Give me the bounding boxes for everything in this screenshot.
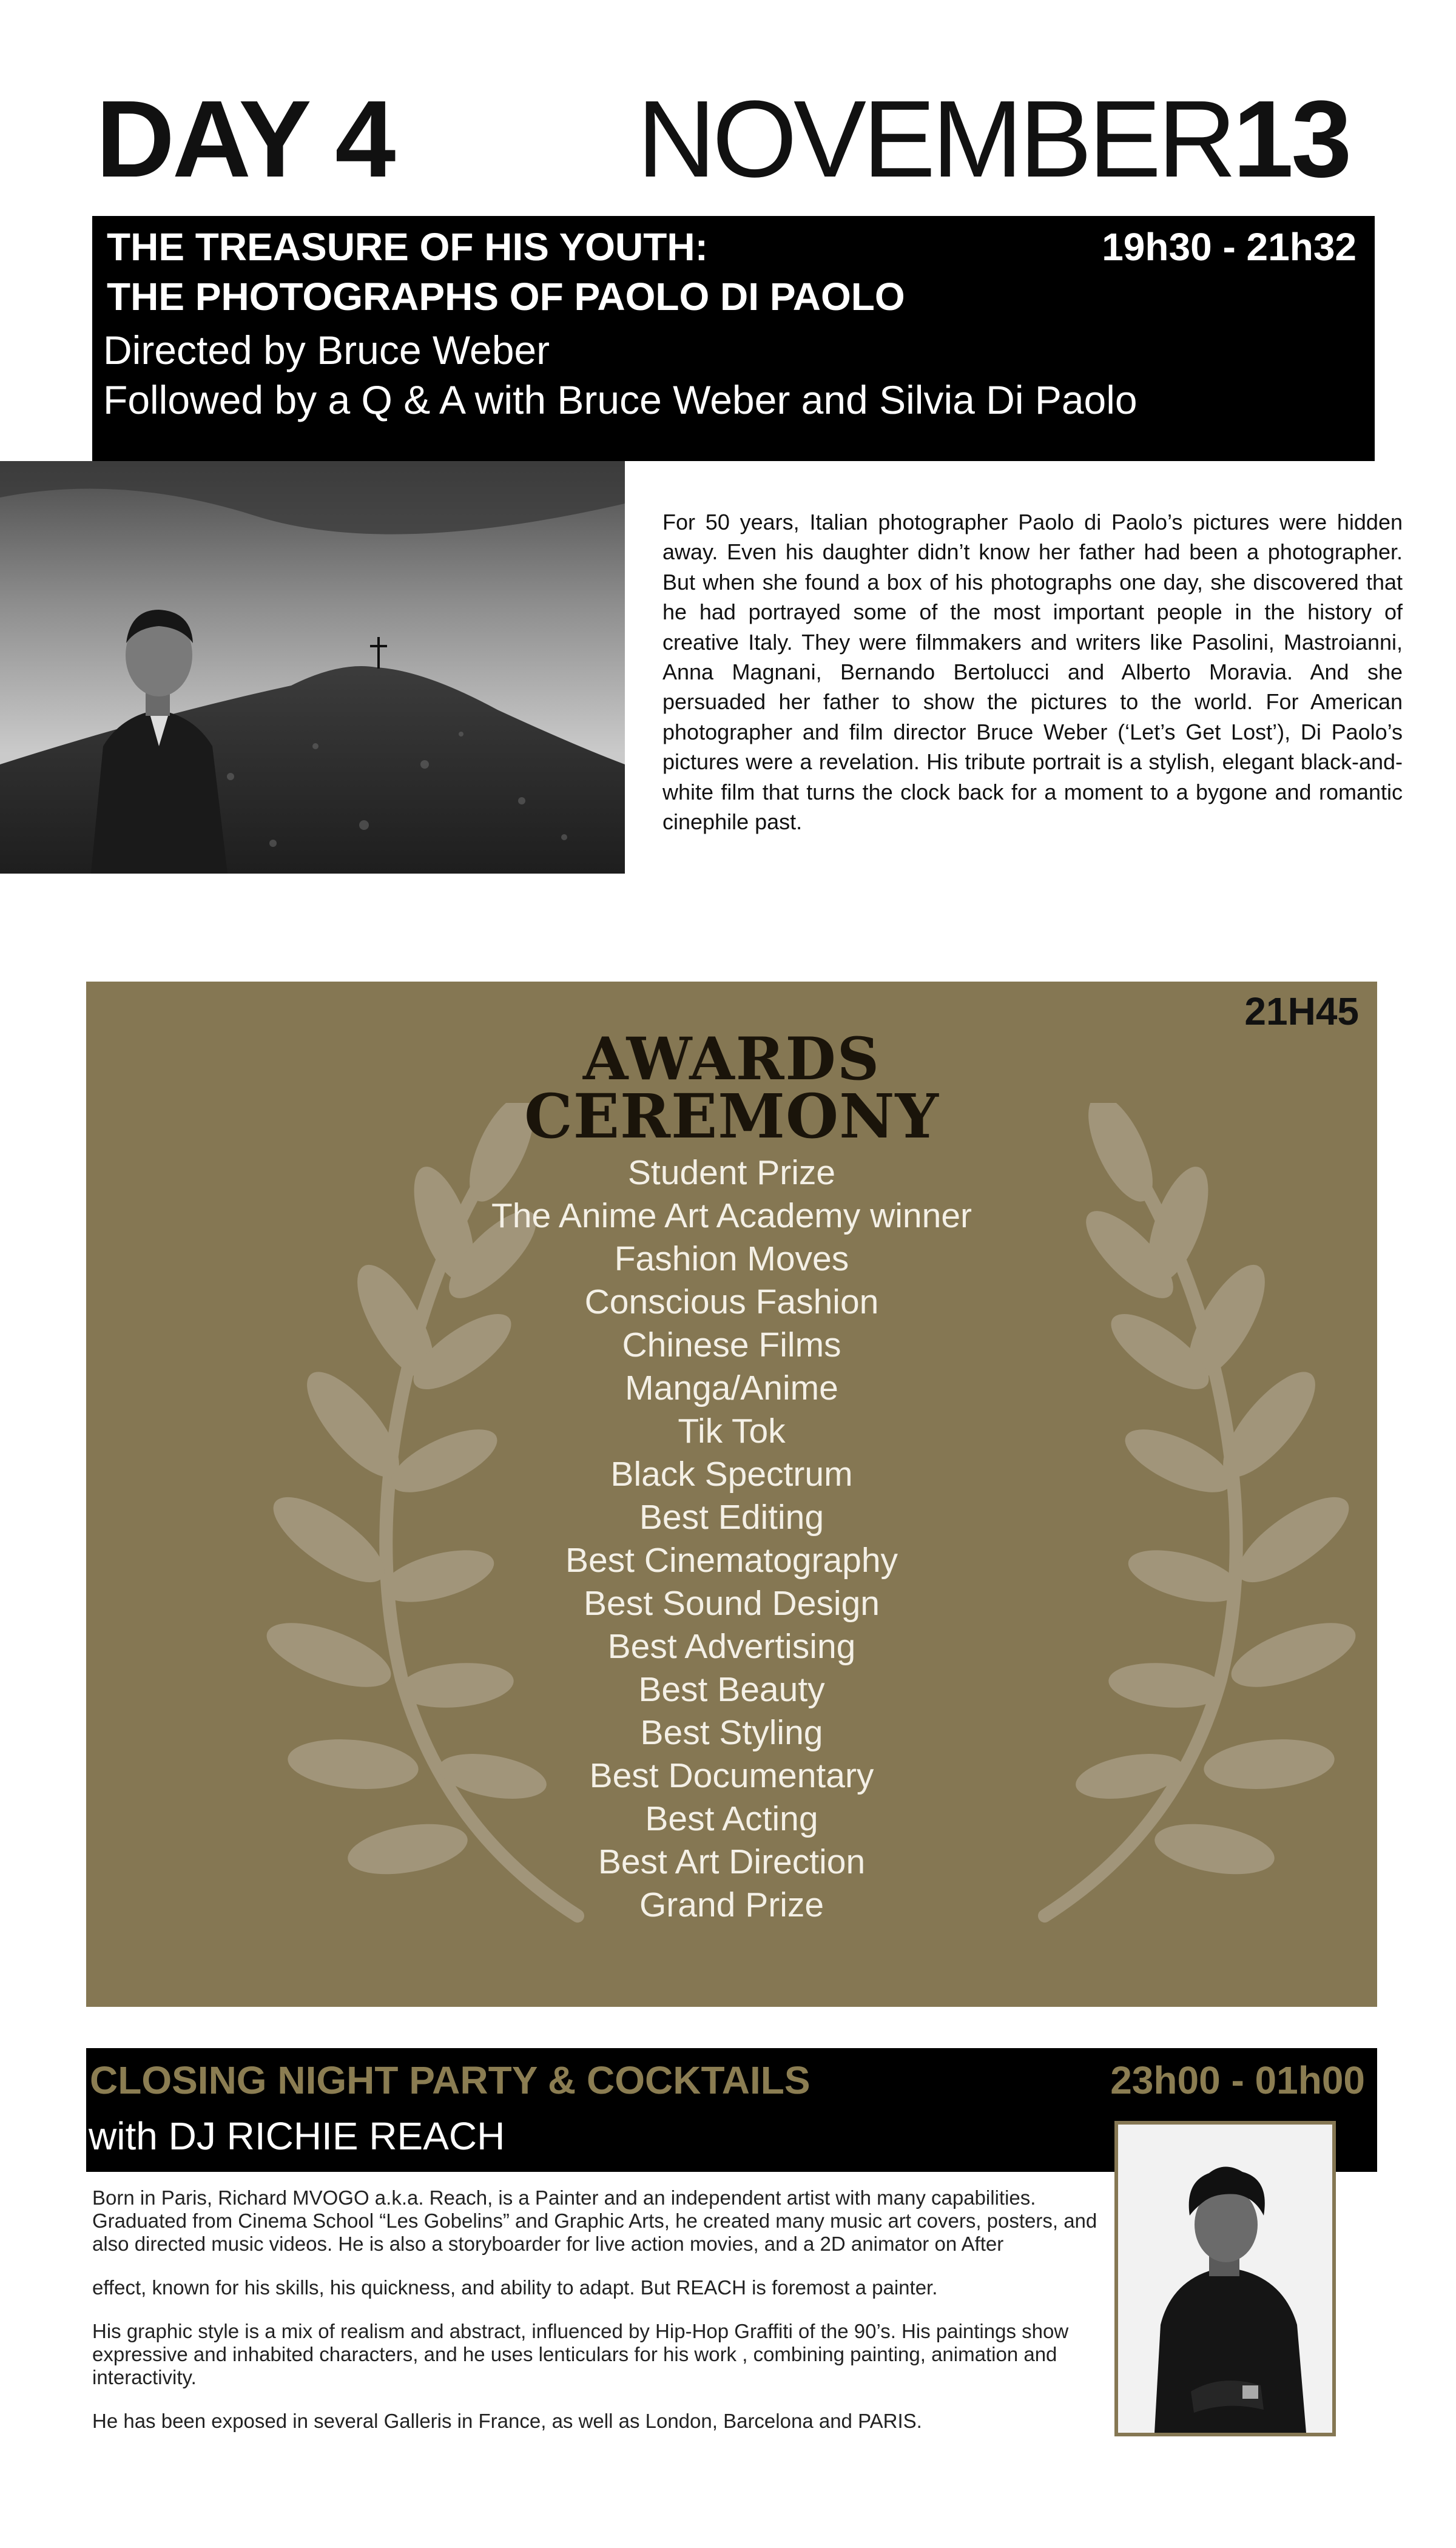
bio-paragraph: His graphic style is a mix of realism and abstract, influenced by Hip-Hop Graffiti of the 90’s. His paintings show expressive and inhabited characters, and he uses lenticulars for his work , combining painting, animation and interactivity. [92,2320,1069,2388]
award-category: Tik Tok [678,1412,786,1451]
dj-portrait-photo [1114,2121,1336,2436]
film-still-image [0,461,625,874]
award-category: Conscious Fashion [584,1282,879,1321]
film-title-line-1: THE TREASURE OF HIS YOUTH: [107,225,708,269]
award-category: The Anime Art Academy winner [491,1196,972,1235]
award-category: Best Advertising [607,1627,856,1666]
party-title: CLOSING NIGHT PARTY & COCKTAILS [90,2058,811,2102]
award-category: Best Styling [640,1713,823,1752]
party-time: 23h00 - 01h00 [1110,2058,1365,2102]
award-category: Best Sound Design [584,1584,880,1623]
film-qa-note: Followed by a Q & A with Bruce Weber and Silvia Di Paolo [103,377,1138,422]
bio-paragraph: effect, known for his skills, his quickness, and ability to adapt. But REACH is foremost a painter. [92,2276,938,2299]
award-category: Grand Prize [639,1886,824,1924]
award-category: Student Prize [627,1153,836,1192]
awards-category-list [86,1151,1377,1927]
film-still-photo [0,461,625,874]
awards-heading-line-1: AWARDS [582,1025,881,1093]
award-category: Fashion Moves [614,1239,849,1278]
film-header-box [92,216,1375,461]
film-time: 19h30 - 21h32 [1102,225,1357,269]
film-title-line-2: THE PHOTOGRAPHS OF PAOLO DI PAOLO [107,275,905,318]
awards-heading-line-2: CEREMONY [524,1080,939,1152]
date-title [637,78,1350,200]
dj-portrait-image [1118,2125,1332,2433]
award-category: Chinese Films [622,1326,841,1364]
award-category: Manga/Anime [625,1369,838,1407]
day-title: DAY 4 [96,78,394,200]
award-category: Best Art Direction [598,1842,866,1881]
film-description: For 50 years, Italian photographer Paolo di Paolo’s pictures were hidden away. Even his daughter didn’t know her father had been a photographer. But when she found a box of his photographs one day, she discovered that he had portrayed some of the most important people in the history of creative Italy. They were filmmakers and writers like Pasolini, Mastroianni, Anna Magnani, Bernando Bertolucci and Alberto Moravia. And she persuaded her father to show the pictures to the world. For American photographer and film director Bruce Weber (‘Let’s Get Lost’), Di Paolo’s pictures were a revelation. His tribute portrait is a stylish, elegant black-and-white film that turns the clock back for a moment to a bygone and romantic cinephile past. [662,510,1403,835]
award-category: Best Editing [639,1498,824,1537]
bio-paragraph: He has been exposed in several Galleris in France, as well as London, Barcelona and PARIS. [92,2410,922,2432]
award-category: Black Spectrum [610,1455,853,1494]
bio-paragraph: Born in Paris, Richard MVOGO a.k.a. Reach, is a Painter and an independent artist with many capabilities. Graduated from Cinema School “Les Gobelins” and Graphic Arts, he created many music art covers, posters, and also directed music videos. He is also a storyboarder for live action movies, and a 2D animator on After [92,2186,1097,2255]
dj-bio [92,2186,1099,2453]
award-category: Best Documentary [589,1756,874,1795]
awards-ceremony-box [86,982,1377,2007]
month-label: NOVEMBER [637,78,1233,200]
awards-time: 21H45 [1244,989,1359,1033]
film-director: Directed by Bruce Weber [103,328,550,372]
film-title [107,222,905,322]
award-category: Best Beauty [638,1670,825,1709]
award-category: Best Cinematography [565,1541,898,1580]
day-number: 13 [1233,78,1350,200]
party-dj: with DJ RICHIE REACH [89,2114,505,2158]
award-category: Best Acting [645,1799,818,1838]
